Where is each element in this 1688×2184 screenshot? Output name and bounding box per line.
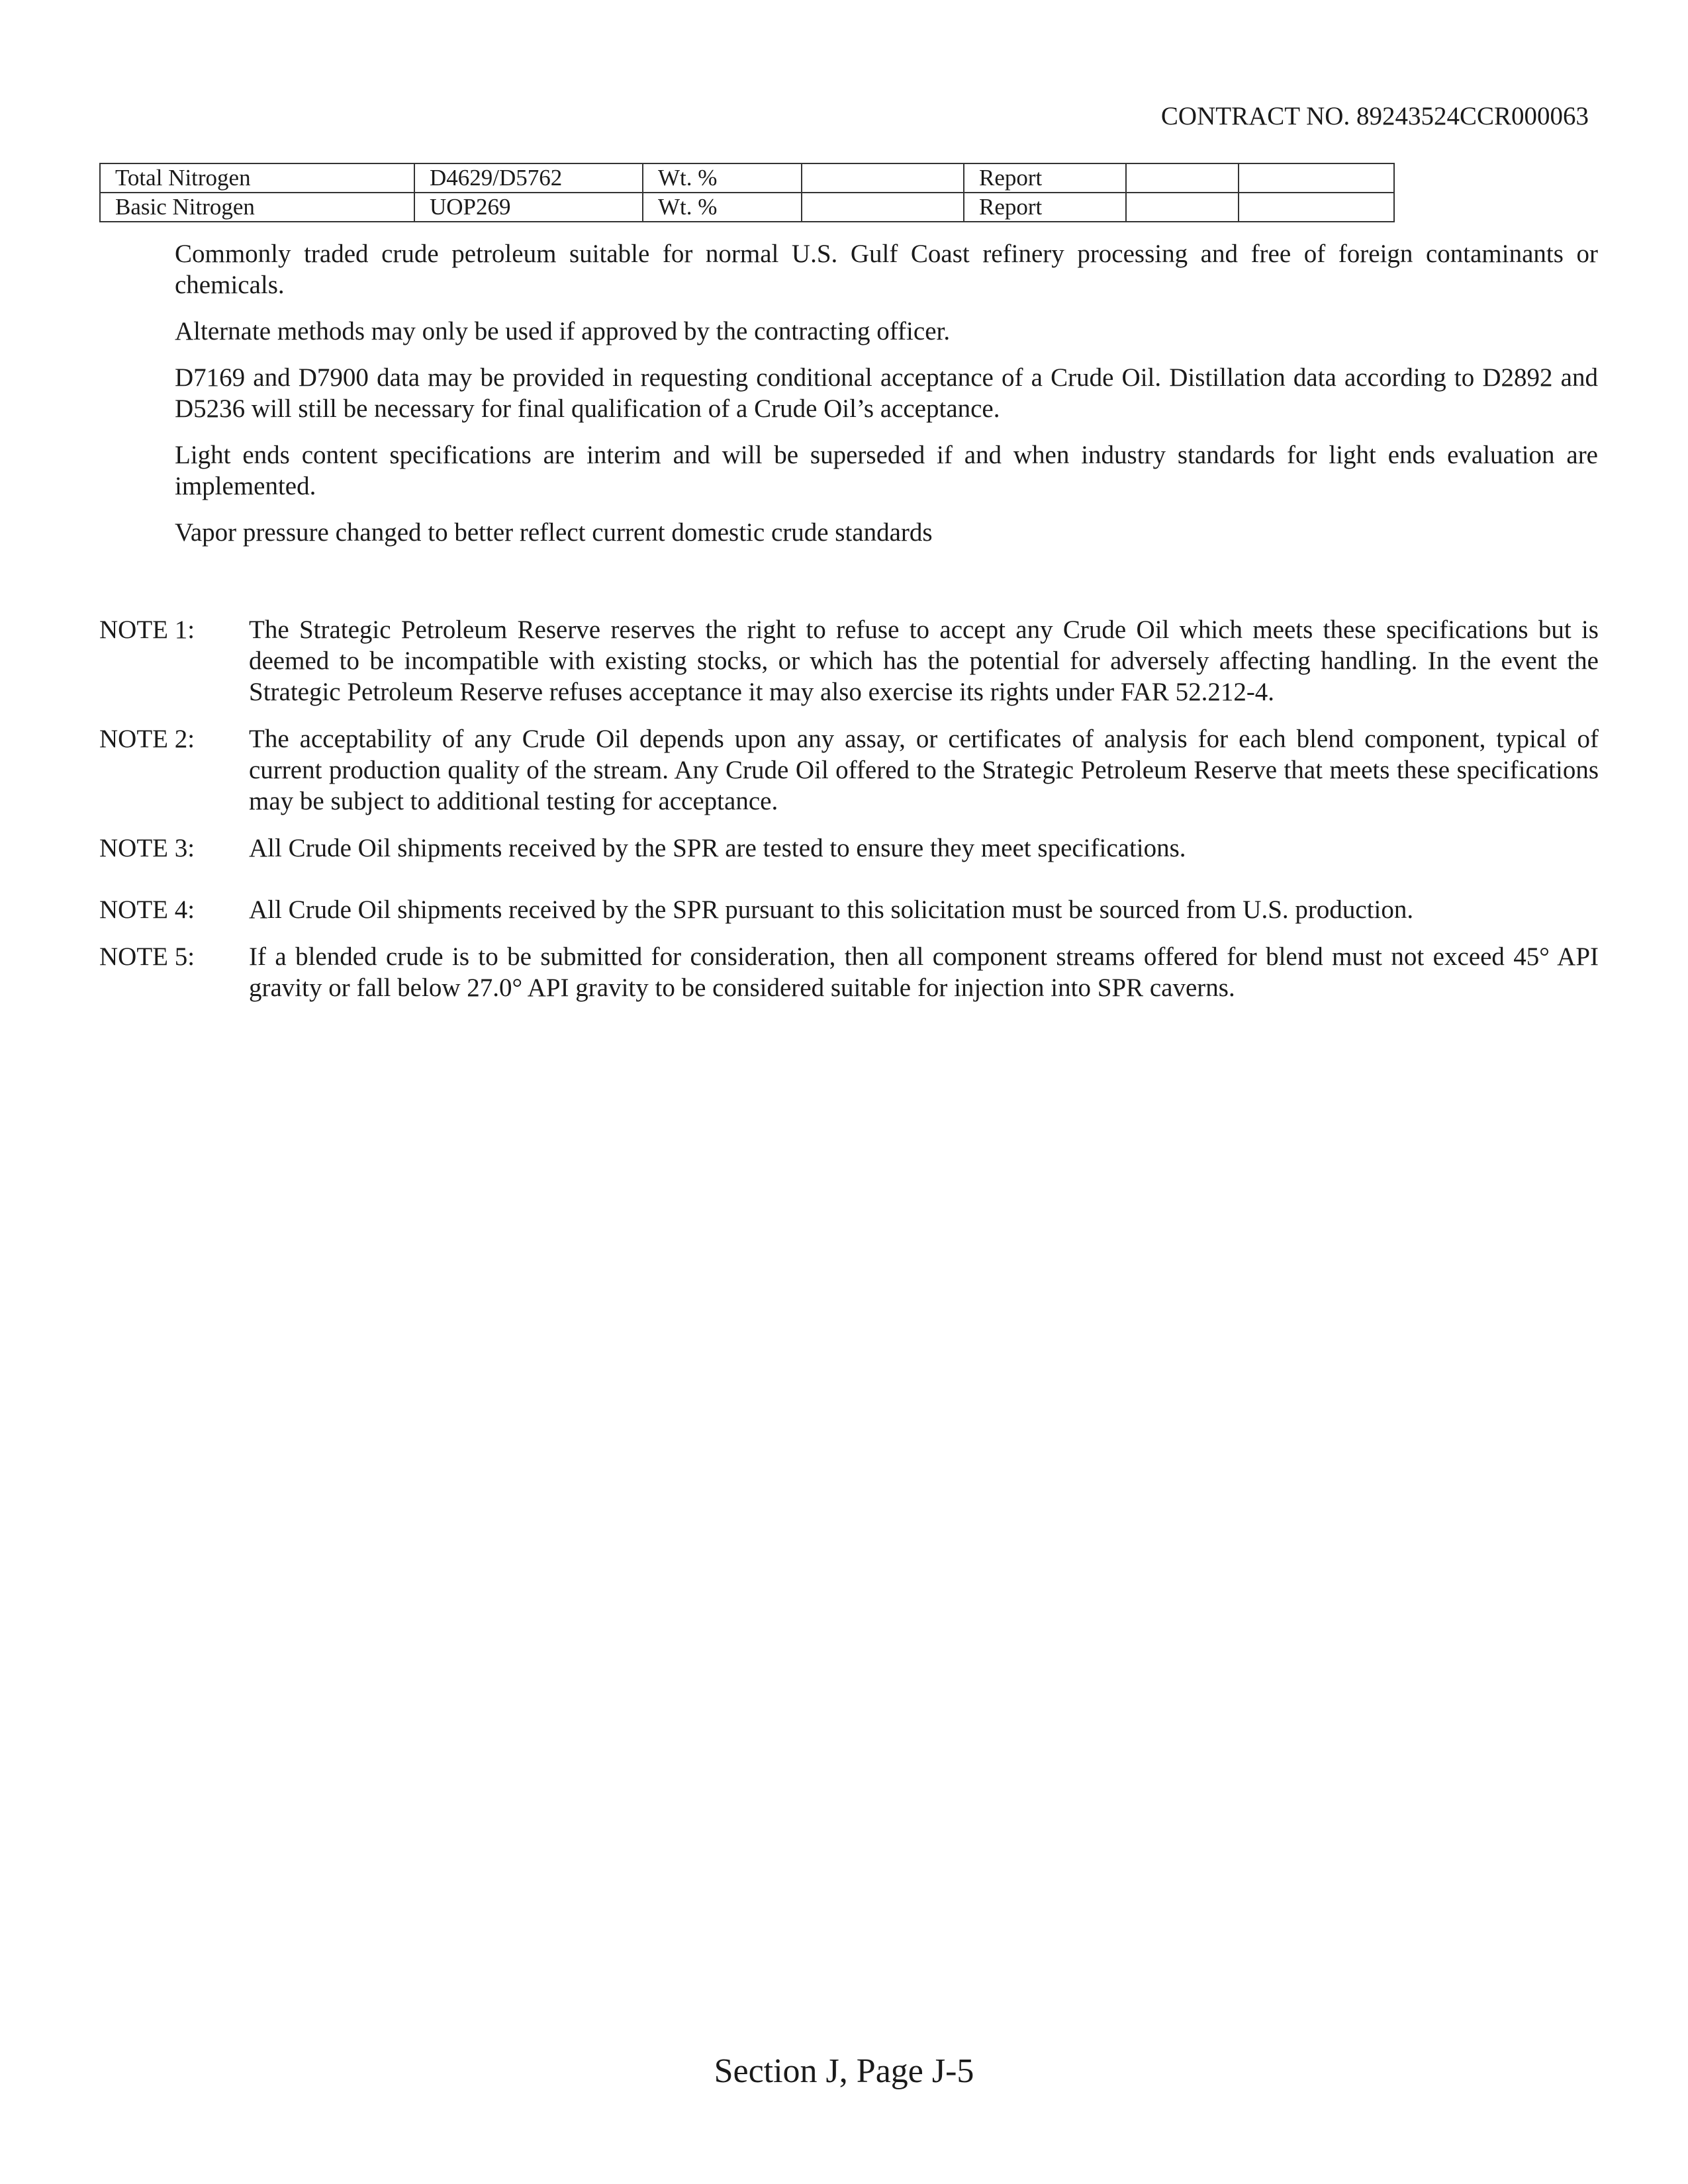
note-1 (99, 614, 1599, 707)
note-text: The acceptability of any Crude Oil depends upon any assay, or certificates of analysis for each blend component, typical of current production quality of the stream. Any Crude Oil offered to the Strategic Petroleum Reserve that meets these specifications may be subject to additional testing for acceptance. (249, 725, 1599, 815)
spec-table (99, 163, 1395, 222)
note-text: All Crude Oil shipments received by the SPR pursuant to this solicitation must be sourced from U.S. production. (249, 895, 1414, 924)
table-cell: Report (964, 193, 1126, 222)
table-cell (1239, 163, 1394, 193)
table-cell (1239, 193, 1394, 222)
table-cell (1126, 163, 1239, 193)
table-cell: Wt. % (643, 163, 802, 193)
spec-footnotes (175, 238, 1598, 563)
note-4 (99, 894, 1599, 925)
note-label: NOTE 3: (99, 834, 195, 862)
notes-section (99, 614, 1599, 1019)
note-2 (99, 723, 1599, 817)
note-label: NOTE 5: (99, 942, 195, 971)
table-cell: D4629/D5762 (414, 163, 643, 193)
note-label: NOTE 1: (99, 615, 195, 644)
note-text: The Strategic Petroleum Reserve reserves the right to refuse to accept any Crude Oil which meets these specifications but is deemed to be incompatible with existing stocks, or which has the potential for adversely affecting handling. In the event the Strategic Petroleum Reserve refuses acceptance it may also exercise its rights under FAR 52.212-4. (249, 615, 1599, 706)
note-text: All Crude Oil shipments received by the SPR are tested to ensure they meet specifications. (249, 834, 1186, 862)
page-footer: Section J, Page J-5 (714, 2052, 974, 2090)
table-cell (802, 193, 964, 222)
paragraph: Alternate methods may only be used if approved by the contracting officer. (175, 317, 951, 345)
note-3 (99, 833, 1599, 864)
table-cell (802, 163, 964, 193)
contract-number: CONTRACT NO. 89243524CCR000063 (1160, 102, 1589, 130)
table-cell: Report (964, 163, 1126, 193)
paragraph: Vapor pressure changed to better reflect current domestic crude standards (175, 518, 933, 547)
paragraph: Light ends content specifications are interim and will be superseded if and when industry standards for light ends evaluation are implemented. (175, 441, 1598, 500)
note-5 (99, 941, 1599, 1003)
table-cell: Wt. % (643, 193, 802, 222)
table-row (100, 163, 1394, 193)
note-text: If a blended crude is to be submitted for consideration, then all component streams offered for blend must not exceed 45° API gravity or fall below 27.0° API gravity to be considered suitable for injection into SPR caverns. (249, 942, 1599, 1002)
table-cell: Total Nitrogen (100, 163, 414, 193)
paragraph: D7169 and D7900 data may be provided in requesting conditional acceptance of a Crude Oil. Distillation data according to D2892 and D5236 will still be necessary for final qualification of a Crude Oil’s acceptance. (175, 363, 1598, 423)
table-cell: UOP269 (414, 193, 643, 222)
paragraph: Commonly traded crude petroleum suitable for normal U.S. Gulf Coast refinery processing and free of foreign contaminants or chemicals. (175, 240, 1598, 299)
table-row (100, 193, 1394, 222)
note-label: NOTE 4: (99, 895, 195, 924)
table-cell (1126, 193, 1239, 222)
table-cell: Basic Nitrogen (100, 193, 414, 222)
note-label: NOTE 2: (99, 725, 195, 753)
